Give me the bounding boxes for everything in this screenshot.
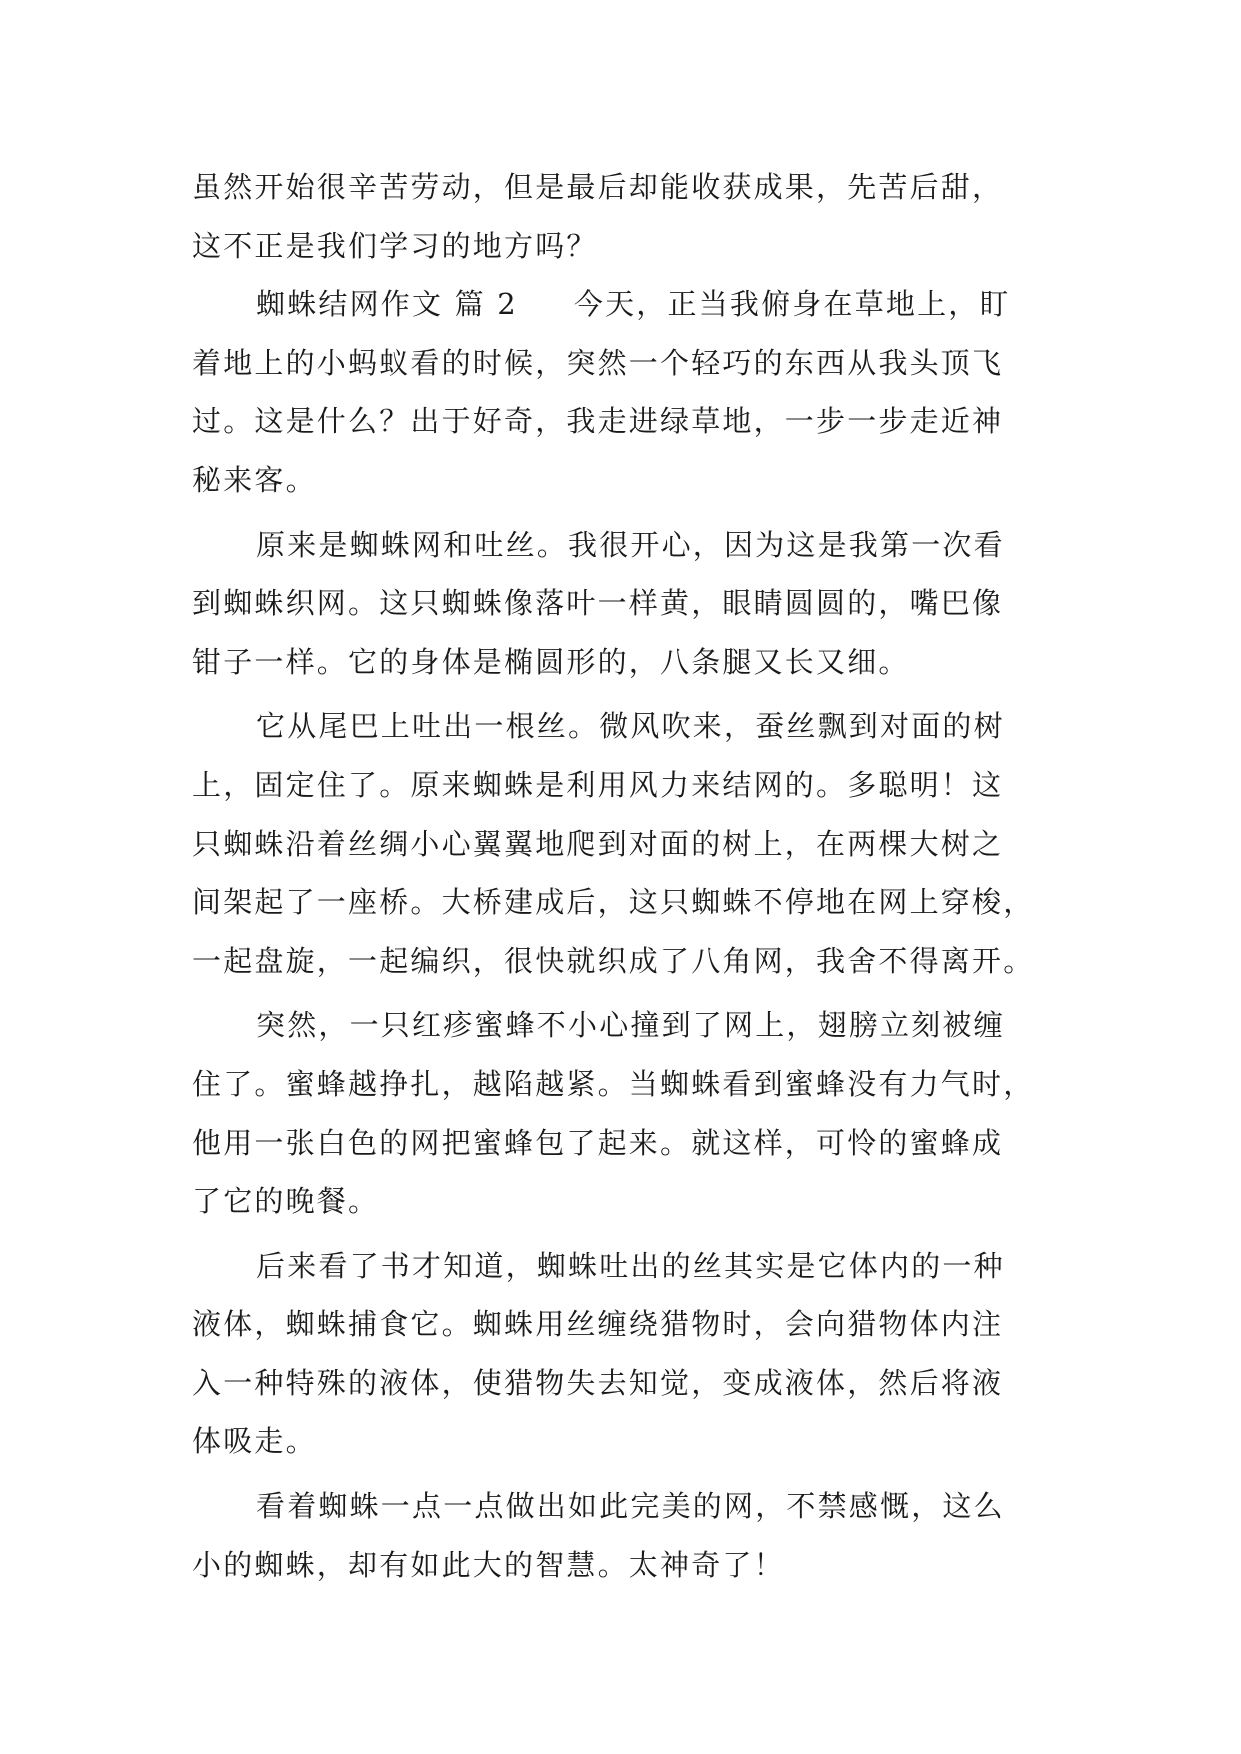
text-line: 它从尾巴上吐出一根丝。微风吹来，蚕丝飘到对面的树 <box>256 709 1005 744</box>
text-line: 虽然开始很辛苦劳动，但是最后却能收获成果，先苦后甜， <box>192 170 1004 204</box>
text-fragment: 今天，正当我俯身在草地上，盯 <box>573 287 1011 322</box>
text-line: 他用一张白色的网把蜜蜂包了起来。就这样，可怜的蜜蜂成 <box>192 1125 1004 1160</box>
paragraph <box>192 1477 1050 1594</box>
text-line: 小的蜘蛛，却有如此大的智慧。太神奇了！ <box>192 1547 785 1582</box>
section-heading: 蜘蛛结网作文 篇 2 <box>256 287 518 322</box>
text-line: 这不正是我们学习的地方吗？ <box>192 228 598 263</box>
text-line: 原来是蜘蛛网和吐丝。我很开心，因为这是我第一次看 <box>256 527 1005 562</box>
text-line: 体吸走。 <box>192 1424 317 1459</box>
text-line: 了它的晚餐。 <box>192 1184 380 1219</box>
document-body <box>192 158 1050 1594</box>
text-line: 钳子一样。它的身体是椭圆形的，八条腿又长又细。 <box>192 644 910 679</box>
paragraph <box>192 275 1050 509</box>
text-line: 液体，蜘蛛捕食它。蜘蛛用丝缠绕猎物时，会向猎物体内注 <box>192 1307 1004 1342</box>
text-line: 后来看了书才知道，蜘蛛吐出的丝其实是它体内的一种 <box>256 1248 1005 1283</box>
text-line: 入一种特殊的液体，使猎物失去知觉，变成液体，然后将液 <box>192 1365 1004 1400</box>
text-line: 只蜘蛛沿着丝绸小心翼翼地爬到对面的树上，在两棵大树之 <box>192 826 1004 861</box>
paragraph <box>192 158 1050 275</box>
text-line: 间架起了一座桥。大桥建成后，这只蜘蛛不停地在网上穿梭， <box>192 885 1035 920</box>
paragraph <box>192 1237 1050 1471</box>
text-line: 秘来客。 <box>192 462 317 497</box>
text-line: 过。这是什么？出于好奇，我走进绿草地，一步一步走近神 <box>192 404 1004 439</box>
text-line: 突然，一只红疹蜜蜂不小心撞到了网上，翅膀立刻被缠 <box>256 1008 1005 1043</box>
text-line: 住了。蜜蜂越挣扎，越陷越紧。当蜘蛛看到蜜蜂没有力气时， <box>192 1066 1035 1101</box>
text-line <box>192 275 1050 334</box>
text-line: 着地上的小蚂蚁看的时候，突然一个轻巧的东西从我头顶飞 <box>192 345 1004 380</box>
text-line: 看着蜘蛛一点一点做出如此完美的网，不禁感慨，这么 <box>256 1489 1005 1524</box>
paragraph <box>192 697 1050 990</box>
paragraph <box>192 996 1050 1230</box>
paragraph <box>192 516 1050 692</box>
text-line: 到蜘蛛织网。这只蜘蛛像落叶一样黄，眼睛圆圆的，嘴巴像 <box>192 586 1004 621</box>
text-line: 一起盘旋，一起编织，很快就织成了八角网，我舍不得离开。 <box>192 943 1035 978</box>
text-line: 上，固定住了。原来蜘蛛是利用风力来结网的。多聪明！这 <box>192 767 1004 802</box>
